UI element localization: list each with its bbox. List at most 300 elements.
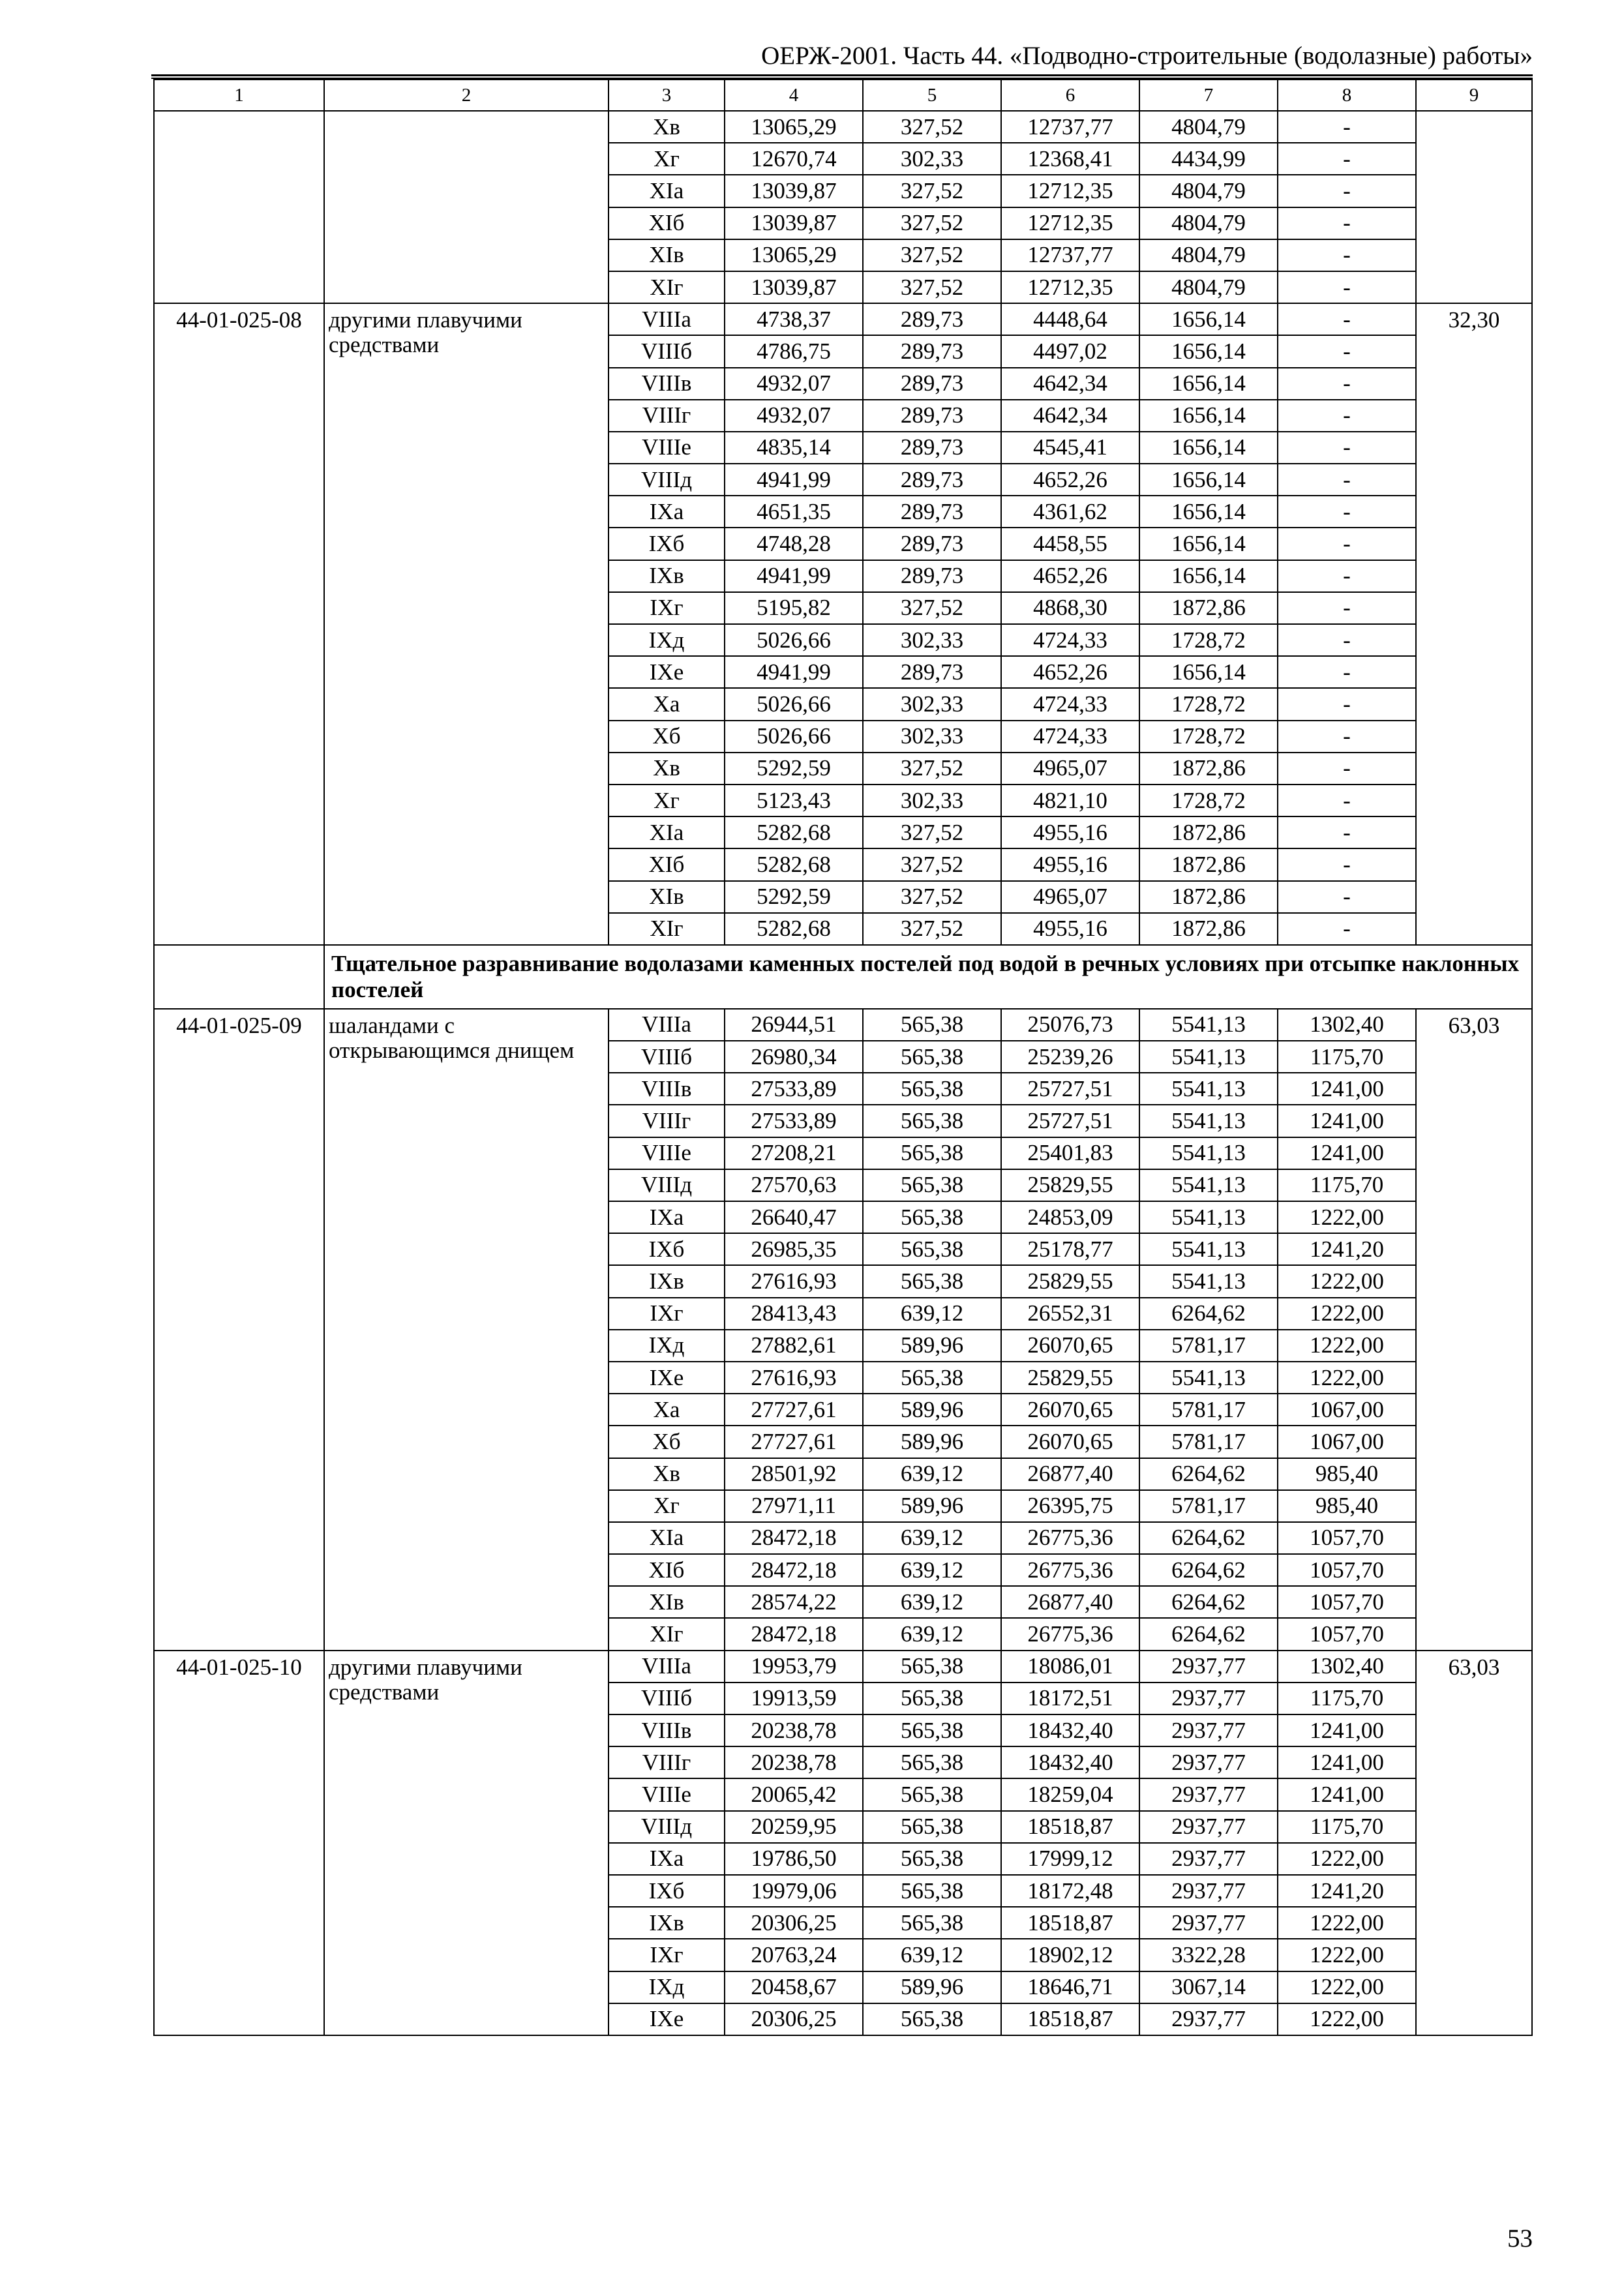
total-cost-cell: 27727,61 <box>725 1426 863 1458</box>
materials-cell: - <box>1278 560 1416 592</box>
materials-cell: 1302,40 <box>1278 1009 1416 1041</box>
machines-cell: 4652,26 <box>1001 464 1139 496</box>
total-cost-cell: 4748,28 <box>725 528 863 560</box>
labor-cost-cell: 32,30 <box>1416 303 1532 945</box>
wages-cell: 639,12 <box>863 1458 1001 1490</box>
total-cost-cell: 5282,68 <box>725 913 863 945</box>
materials-cell: 1241,00 <box>1278 1778 1416 1810</box>
total-cost-cell: 19953,79 <box>725 1651 863 1683</box>
materials-cell: 985,40 <box>1278 1458 1416 1490</box>
machines-cell: 4724,33 <box>1001 721 1139 753</box>
materials-cell: 1057,70 <box>1278 1522 1416 1554</box>
category-cell: VIIIа <box>609 303 725 335</box>
total-cost-cell: 19786,50 <box>725 1843 863 1875</box>
machines-cell: 4868,30 <box>1001 592 1139 624</box>
machines-cell: 18432,40 <box>1001 1746 1139 1778</box>
machinist-wages-cell: 2937,77 <box>1139 2003 1278 2035</box>
machines-cell: 26070,65 <box>1001 1426 1139 1458</box>
total-cost-cell: 20458,67 <box>725 1971 863 2003</box>
total-cost-cell: 20238,78 <box>725 1746 863 1778</box>
category-cell: IХе <box>609 656 725 688</box>
category-cell: VIIIе <box>609 1137 725 1169</box>
category-cell: IХв <box>609 560 725 592</box>
total-cost-cell: 13039,87 <box>725 175 863 207</box>
machinist-wages-cell: 6264,62 <box>1139 1554 1278 1586</box>
machines-cell: 4448,64 <box>1001 303 1139 335</box>
materials-cell: - <box>1278 143 1416 175</box>
machines-cell: 4458,55 <box>1001 528 1139 560</box>
category-cell: VIIIа <box>609 1009 725 1041</box>
page-number: 53 <box>1507 2224 1533 2252</box>
materials-cell: 1175,70 <box>1278 1811 1416 1843</box>
materials-cell: - <box>1278 816 1416 848</box>
machines-cell: 4965,07 <box>1001 881 1139 913</box>
materials-cell: 1175,70 <box>1278 1041 1416 1073</box>
rates-table <box>153 79 1533 2036</box>
machinist-wages-cell: 1872,86 <box>1139 592 1278 624</box>
wages-cell: 565,38 <box>863 1907 1001 1939</box>
machinist-wages-cell: 5541,13 <box>1139 1073 1278 1105</box>
machinist-wages-cell: 1656,14 <box>1139 464 1278 496</box>
machinist-wages-cell: 5781,17 <box>1139 1426 1278 1458</box>
machinist-wages-cell: 1656,14 <box>1139 528 1278 560</box>
materials-cell: 1222,00 <box>1278 1265 1416 1297</box>
materials-cell: - <box>1278 271 1416 303</box>
machines-cell: 26552,31 <box>1001 1298 1139 1330</box>
category-cell: ХIг <box>609 1618 725 1650</box>
materials-cell: 1057,70 <box>1278 1618 1416 1650</box>
wages-cell: 289,73 <box>863 303 1001 335</box>
machines-cell: 4821,10 <box>1001 785 1139 816</box>
materials-cell: - <box>1278 303 1416 335</box>
rate-description <box>324 111 609 303</box>
machines-cell: 18902,12 <box>1001 1939 1139 1971</box>
total-cost-cell: 5195,82 <box>725 592 863 624</box>
machines-cell: 24853,09 <box>1001 1201 1139 1233</box>
total-cost-cell: 4941,99 <box>725 464 863 496</box>
wages-cell: 327,52 <box>863 753 1001 785</box>
total-cost-cell: 19979,06 <box>725 1875 863 1907</box>
materials-cell: - <box>1278 721 1416 753</box>
materials-cell: 1241,20 <box>1278 1233 1416 1265</box>
category-cell: IХе <box>609 2003 725 2035</box>
wages-cell: 565,38 <box>863 1778 1001 1810</box>
machinist-wages-cell: 1728,72 <box>1139 624 1278 656</box>
category-cell: ХIа <box>609 175 725 207</box>
materials-cell: 985,40 <box>1278 1490 1416 1522</box>
materials-cell: 1222,00 <box>1278 2003 1416 2035</box>
machinist-wages-cell: 4804,79 <box>1139 271 1278 303</box>
column-number: 4 <box>725 80 863 111</box>
category-cell: VIIIг <box>609 400 725 432</box>
total-cost-cell: 27208,21 <box>725 1137 863 1169</box>
column-number: 1 <box>154 80 324 111</box>
wages-cell: 565,38 <box>863 1714 1001 1746</box>
materials-cell: 1241,20 <box>1278 1875 1416 1907</box>
wages-cell: 565,38 <box>863 1137 1001 1169</box>
category-cell: IХд <box>609 624 725 656</box>
machines-cell: 25829,55 <box>1001 1169 1139 1201</box>
total-cost-cell: 5292,59 <box>725 881 863 913</box>
total-cost-cell: 26985,35 <box>725 1233 863 1265</box>
wages-cell: 565,38 <box>863 1811 1001 1843</box>
total-cost-cell: 28413,43 <box>725 1298 863 1330</box>
total-cost-cell: 20763,24 <box>725 1939 863 1971</box>
labor-cost-cell: 63,03 <box>1416 1651 1532 2035</box>
total-cost-cell: 5282,68 <box>725 848 863 880</box>
category-cell: IХе <box>609 1362 725 1394</box>
category-cell: VIIIв <box>609 368 725 400</box>
category-cell: IХг <box>609 592 725 624</box>
machinist-wages-cell: 2937,77 <box>1139 1875 1278 1907</box>
materials-cell: 1222,00 <box>1278 1330 1416 1362</box>
column-number: 8 <box>1278 80 1416 111</box>
machines-cell: 18086,01 <box>1001 1651 1139 1683</box>
machinist-wages-cell: 5541,13 <box>1139 1105 1278 1137</box>
page-header: ОЕРЖ-2001. Часть 44. «Подводно-строительные (водолазные) работы» <box>761 42 1533 70</box>
column-number-row <box>154 80 1532 111</box>
machinist-wages-cell: 2937,77 <box>1139 1778 1278 1810</box>
rate-description: другими плавучими средствами <box>324 1651 609 2035</box>
machines-cell: 25727,51 <box>1001 1073 1139 1105</box>
category-cell: VIIIг <box>609 1105 725 1137</box>
total-cost-cell: 27882,61 <box>725 1330 863 1362</box>
total-cost-cell: 20306,25 <box>725 2003 863 2035</box>
wages-cell: 289,73 <box>863 656 1001 688</box>
wages-cell: 327,52 <box>863 271 1001 303</box>
category-cell: ХIв <box>609 881 725 913</box>
wages-cell: 589,96 <box>863 1426 1001 1458</box>
table-row <box>154 1009 1532 1041</box>
machinist-wages-cell: 5541,13 <box>1139 1233 1278 1265</box>
machinist-wages-cell: 1656,14 <box>1139 496 1278 528</box>
wages-cell: 639,12 <box>863 1522 1001 1554</box>
category-cell: Хв <box>609 1458 725 1490</box>
machines-cell: 12368,41 <box>1001 143 1139 175</box>
machinist-wages-cell: 1656,14 <box>1139 368 1278 400</box>
machines-cell: 25239,26 <box>1001 1041 1139 1073</box>
materials-cell: 1222,00 <box>1278 1939 1416 1971</box>
materials-cell: - <box>1278 400 1416 432</box>
category-cell: IХб <box>609 1233 725 1265</box>
machinist-wages-cell: 5541,13 <box>1139 1009 1278 1041</box>
wages-cell: 289,73 <box>863 464 1001 496</box>
machinist-wages-cell: 2937,77 <box>1139 1811 1278 1843</box>
machines-cell: 18259,04 <box>1001 1778 1139 1810</box>
total-cost-cell: 28574,22 <box>725 1586 863 1618</box>
total-cost-cell: 27727,61 <box>725 1394 863 1426</box>
machinist-wages-cell: 1872,86 <box>1139 881 1278 913</box>
machines-cell: 12737,77 <box>1001 111 1139 143</box>
machines-cell: 18518,87 <box>1001 2003 1139 2035</box>
column-number: 7 <box>1139 80 1278 111</box>
materials-cell: 1241,00 <box>1278 1105 1416 1137</box>
total-cost-cell: 27570,63 <box>725 1169 863 1201</box>
machinist-wages-cell: 1656,14 <box>1139 656 1278 688</box>
machines-cell: 26877,40 <box>1001 1586 1139 1618</box>
materials-cell: 1222,00 <box>1278 1971 1416 2003</box>
category-cell: Хб <box>609 721 725 753</box>
total-cost-cell: 4738,37 <box>725 303 863 335</box>
category-cell: IХб <box>609 528 725 560</box>
category-cell: IХа <box>609 496 725 528</box>
machines-cell: 12712,35 <box>1001 175 1139 207</box>
machinist-wages-cell: 5781,17 <box>1139 1490 1278 1522</box>
category-cell: IХг <box>609 1939 725 1971</box>
total-cost-cell: 27533,89 <box>725 1073 863 1105</box>
machinist-wages-cell: 5541,13 <box>1139 1362 1278 1394</box>
wages-cell: 589,96 <box>863 1394 1001 1426</box>
total-cost-cell: 5282,68 <box>725 816 863 848</box>
rate-code: 44-01-025-08 <box>154 303 324 945</box>
column-number: 6 <box>1001 80 1139 111</box>
category-cell: VIIIв <box>609 1714 725 1746</box>
machinist-wages-cell: 5541,13 <box>1139 1169 1278 1201</box>
wages-cell: 327,52 <box>863 913 1001 945</box>
wages-cell: 565,38 <box>863 1746 1001 1778</box>
machinist-wages-cell: 6264,62 <box>1139 1522 1278 1554</box>
wages-cell: 327,52 <box>863 881 1001 913</box>
wages-cell: 289,73 <box>863 335 1001 367</box>
total-cost-cell: 12670,74 <box>725 143 863 175</box>
total-cost-cell: 20259,95 <box>725 1811 863 1843</box>
materials-cell: - <box>1278 785 1416 816</box>
wages-cell: 327,52 <box>863 239 1001 271</box>
wages-cell: 302,33 <box>863 624 1001 656</box>
category-cell: IХд <box>609 1330 725 1362</box>
materials-cell: 1057,70 <box>1278 1554 1416 1586</box>
labor-cost-cell <box>1416 111 1532 303</box>
total-cost-cell: 5026,66 <box>725 688 863 720</box>
machines-cell: 4497,02 <box>1001 335 1139 367</box>
materials-cell: 1222,00 <box>1278 1201 1416 1233</box>
machines-cell: 4642,34 <box>1001 400 1139 432</box>
table-row <box>154 1651 1532 1683</box>
machines-cell: 26775,36 <box>1001 1554 1139 1586</box>
machines-cell: 25829,55 <box>1001 1362 1139 1394</box>
rate-description: шаландами с открывающимся днищем <box>324 1009 609 1651</box>
column-number: 5 <box>863 80 1001 111</box>
wages-cell: 289,73 <box>863 560 1001 592</box>
wages-cell: 565,38 <box>863 1683 1001 1714</box>
total-cost-cell: 20306,25 <box>725 1907 863 1939</box>
machinist-wages-cell: 4804,79 <box>1139 239 1278 271</box>
machines-cell: 25727,51 <box>1001 1105 1139 1137</box>
materials-cell: - <box>1278 624 1416 656</box>
total-cost-cell: 20065,42 <box>725 1778 863 1810</box>
machinist-wages-cell: 4804,79 <box>1139 111 1278 143</box>
wages-cell: 565,38 <box>863 1009 1001 1041</box>
materials-cell: - <box>1278 528 1416 560</box>
total-cost-cell: 5026,66 <box>725 721 863 753</box>
machinist-wages-cell: 3322,28 <box>1139 1939 1278 1971</box>
wages-cell: 289,73 <box>863 496 1001 528</box>
machines-cell: 26775,36 <box>1001 1522 1139 1554</box>
table-row <box>154 303 1532 335</box>
machines-cell: 4652,26 <box>1001 560 1139 592</box>
wages-cell: 289,73 <box>863 432 1001 464</box>
machinist-wages-cell: 4804,79 <box>1139 175 1278 207</box>
total-cost-cell: 13065,29 <box>725 111 863 143</box>
machinist-wages-cell: 6264,62 <box>1139 1586 1278 1618</box>
machines-cell: 25829,55 <box>1001 1265 1139 1297</box>
category-cell: VIIIе <box>609 1778 725 1810</box>
total-cost-cell: 27616,93 <box>725 1265 863 1297</box>
wages-cell: 565,38 <box>863 1073 1001 1105</box>
materials-cell: - <box>1278 848 1416 880</box>
materials-cell: - <box>1278 592 1416 624</box>
table-row <box>154 111 1532 143</box>
materials-cell: 1057,70 <box>1278 1586 1416 1618</box>
machinist-wages-cell: 2937,77 <box>1139 1651 1278 1683</box>
category-cell: Хг <box>609 143 725 175</box>
category-cell: IХд <box>609 1971 725 2003</box>
category-cell: Хг <box>609 1490 725 1522</box>
total-cost-cell: 20238,78 <box>725 1714 863 1746</box>
materials-cell: 1067,00 <box>1278 1394 1416 1426</box>
materials-cell: 1222,00 <box>1278 1298 1416 1330</box>
machines-cell: 26070,65 <box>1001 1394 1139 1426</box>
rate-code: 44-01-025-09 <box>154 1009 324 1651</box>
wages-cell: 327,52 <box>863 175 1001 207</box>
wages-cell: 302,33 <box>863 721 1001 753</box>
machines-cell: 4965,07 <box>1001 753 1139 785</box>
column-number: 2 <box>324 80 609 111</box>
wages-cell: 565,38 <box>863 1201 1001 1233</box>
machinist-wages-cell: 3067,14 <box>1139 1971 1278 2003</box>
machinist-wages-cell: 4434,99 <box>1139 143 1278 175</box>
machines-cell: 25401,83 <box>1001 1137 1139 1169</box>
wages-cell: 565,38 <box>863 1041 1001 1073</box>
wages-cell: 302,33 <box>863 785 1001 816</box>
total-cost-cell: 4651,35 <box>725 496 863 528</box>
machinist-wages-cell: 2937,77 <box>1139 1746 1278 1778</box>
wages-cell: 327,52 <box>863 111 1001 143</box>
wages-cell: 639,12 <box>863 1586 1001 1618</box>
category-cell: VIIIа <box>609 1651 725 1683</box>
rate-code: 44-01-025-10 <box>154 1651 324 2035</box>
machines-cell: 18432,40 <box>1001 1714 1139 1746</box>
total-cost-cell: 5123,43 <box>725 785 863 816</box>
materials-cell: 1222,00 <box>1278 1907 1416 1939</box>
section-blank-cell <box>154 945 324 1009</box>
category-cell: IХа <box>609 1843 725 1875</box>
machinist-wages-cell: 1656,14 <box>1139 335 1278 367</box>
rate-description: другими плавучими средствами <box>324 303 609 945</box>
machinist-wages-cell: 2937,77 <box>1139 1843 1278 1875</box>
category-cell: Ха <box>609 688 725 720</box>
machinist-wages-cell: 4804,79 <box>1139 207 1278 239</box>
materials-cell: - <box>1278 881 1416 913</box>
total-cost-cell: 4941,99 <box>725 656 863 688</box>
machinist-wages-cell: 2937,77 <box>1139 1907 1278 1939</box>
machines-cell: 26877,40 <box>1001 1458 1139 1490</box>
category-cell: VIIIд <box>609 1811 725 1843</box>
machinist-wages-cell: 5541,13 <box>1139 1265 1278 1297</box>
machinist-wages-cell: 5541,13 <box>1139 1201 1278 1233</box>
machines-cell: 26775,36 <box>1001 1618 1139 1650</box>
wages-cell: 565,38 <box>863 1843 1001 1875</box>
machinist-wages-cell: 5541,13 <box>1139 1137 1278 1169</box>
materials-cell: - <box>1278 432 1416 464</box>
wages-cell: 565,38 <box>863 1265 1001 1297</box>
total-cost-cell: 13065,29 <box>725 239 863 271</box>
wages-cell: 327,52 <box>863 848 1001 880</box>
machines-cell: 4652,26 <box>1001 656 1139 688</box>
materials-cell: - <box>1278 111 1416 143</box>
materials-cell: - <box>1278 368 1416 400</box>
wages-cell: 565,38 <box>863 1651 1001 1683</box>
machinist-wages-cell: 2937,77 <box>1139 1683 1278 1714</box>
machines-cell: 25178,77 <box>1001 1233 1139 1265</box>
table-body <box>154 80 1532 2035</box>
wages-cell: 639,12 <box>863 1939 1001 1971</box>
machinist-wages-cell: 1728,72 <box>1139 688 1278 720</box>
machinist-wages-cell: 1872,86 <box>1139 848 1278 880</box>
wages-cell: 589,96 <box>863 1330 1001 1362</box>
machines-cell: 12712,35 <box>1001 271 1139 303</box>
wages-cell: 565,38 <box>863 2003 1001 2035</box>
machinist-wages-cell: 2937,77 <box>1139 1714 1278 1746</box>
machines-cell: 18172,48 <box>1001 1875 1139 1907</box>
total-cost-cell: 4932,07 <box>725 400 863 432</box>
category-cell: IХб <box>609 1875 725 1907</box>
category-cell: VIIIб <box>609 1683 725 1714</box>
header-rule <box>151 74 1533 76</box>
category-cell: VIIIе <box>609 432 725 464</box>
category-cell: IХа <box>609 1201 725 1233</box>
column-number: 9 <box>1416 80 1532 111</box>
rate-code <box>154 111 324 303</box>
machines-cell: 4955,16 <box>1001 816 1139 848</box>
materials-cell: - <box>1278 335 1416 367</box>
wages-cell: 327,52 <box>863 816 1001 848</box>
machinist-wages-cell: 1872,86 <box>1139 913 1278 945</box>
category-cell: ХIг <box>609 271 725 303</box>
materials-cell: - <box>1278 656 1416 688</box>
wages-cell: 589,96 <box>863 1490 1001 1522</box>
category-cell: Хв <box>609 753 725 785</box>
machinist-wages-cell: 1872,86 <box>1139 816 1278 848</box>
category-cell: ХIа <box>609 816 725 848</box>
wages-cell: 565,38 <box>863 1233 1001 1265</box>
category-cell: ХIв <box>609 239 725 271</box>
materials-cell: 1067,00 <box>1278 1426 1416 1458</box>
machines-cell: 18518,87 <box>1001 1811 1139 1843</box>
materials-cell: - <box>1278 175 1416 207</box>
category-cell: VIIIб <box>609 335 725 367</box>
machinist-wages-cell: 1656,14 <box>1139 303 1278 335</box>
machines-cell: 4545,41 <box>1001 432 1139 464</box>
materials-cell: - <box>1278 688 1416 720</box>
category-cell: VIIIг <box>609 1746 725 1778</box>
wages-cell: 565,38 <box>863 1169 1001 1201</box>
materials-cell: 1241,00 <box>1278 1746 1416 1778</box>
category-cell: ХIв <box>609 1586 725 1618</box>
category-cell: ХIб <box>609 207 725 239</box>
machines-cell: 18646,71 <box>1001 1971 1139 2003</box>
wages-cell: 289,73 <box>863 400 1001 432</box>
total-cost-cell: 19913,59 <box>725 1683 863 1714</box>
machinist-wages-cell: 1656,14 <box>1139 400 1278 432</box>
machines-cell: 4724,33 <box>1001 688 1139 720</box>
machines-cell: 18518,87 <box>1001 1907 1139 1939</box>
category-cell: Ха <box>609 1394 725 1426</box>
machines-cell: 4642,34 <box>1001 368 1139 400</box>
machinist-wages-cell: 5781,17 <box>1139 1330 1278 1362</box>
category-cell: IХг <box>609 1298 725 1330</box>
materials-cell: 1241,00 <box>1278 1137 1416 1169</box>
